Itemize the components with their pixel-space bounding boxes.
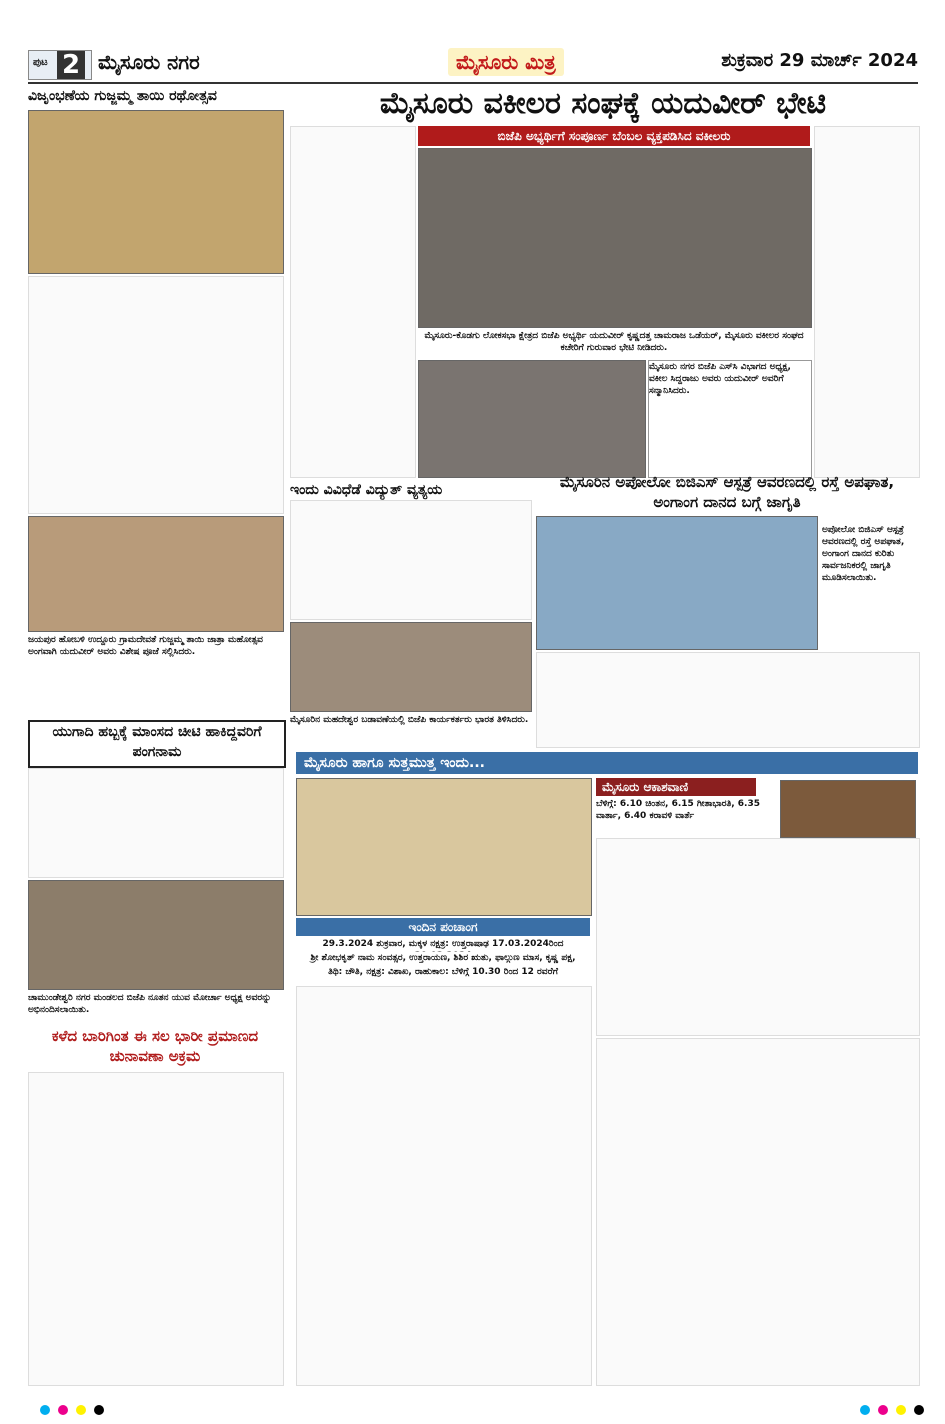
pooja-caption: ಜಯಪುರ ಹೋಬಳಿ ಉದ್ದೂರು ಗ್ರಾಮದೇವತೆ ಗುಜ್ಜಮ್ಮ ತಾಯಿ ಜಾತ್ರಾ ಮಹೋತ್ಸವ ಅಂಗವಾಗಿ ಯದುವೀರ್ ಅವರು ವಿಶೇಷ ಪೂಜೆ ಸಲ್ಲಿಸಿದರು.	[28, 635, 263, 657]
yellow-dot	[896, 1405, 906, 1415]
lawyers-group-photo	[418, 148, 812, 328]
black-dot	[94, 1405, 104, 1415]
yellow-dot	[76, 1405, 86, 1415]
pooja-photo	[28, 516, 284, 632]
left-column-text	[28, 276, 284, 514]
apollo-sidebar: ಅಪೋಲೋ ಬಿಜಿಎಸ್ ಆಸ್ಪತ್ರೆ ಆವರಣದಲ್ಲಿ ರಸ್ತೆ ಅಪಘಾತ, ಅಂಗಾಂಗ ದಾನದ ಕುರಿತು ಸಾರ್ವಜನಿಕರಲ್ಲಿ ಜಾಗೃತಿ ಮೂಡಿಸಲಾಯಿತು.	[822, 525, 905, 583]
magenta-dot	[58, 1405, 68, 1415]
panchanga-line3: ತಿಥಿ: ಚೌತಿ, ನಕ್ಷತ್ರ: ವಿಶಾಖ, ರಾಹುಕಾಲ: ಬೆಳಿಗ್ಗೆ 10.30 ರಿಂದ 12 ರವರೆಗೆ	[328, 967, 558, 977]
panchanga-title: ಇಂದಿನ ಪಂಚಾಂಗ	[296, 918, 590, 936]
bjp-workers-photo	[290, 622, 532, 712]
cyan-dot	[40, 1405, 50, 1415]
panchanga-line1: 29.3.2024 ಶುಕ್ರವಾರ, ಮಕ್ಕಳ ನಕ್ಷತ್ರ: ಉತ್ತರಾಷಾಢ 17.03.2024ರಿಂದ	[322, 939, 564, 949]
events-banner: ಮೈಸೂರು ಹಾಗೂ ಸುತ್ತಮುತ್ತ ಇಂದು...	[296, 752, 918, 774]
main-text-left	[290, 126, 416, 478]
section-title: ಮೈಸೂರು ನಗರ	[98, 50, 200, 74]
brand-logo: ಮೈಸೂರು ಮಿತ್ರ	[448, 48, 564, 76]
panchanga-line2: ಶ್ರೀ ಶೋಭಕೃತ್ ನಾಮ ಸಂವತ್ಸರ, ಉತ್ತರಾಯಣ, ಶಿಶಿರ ಋತು, ಫಾಲ್ಗುಣ ಮಾಸ, ಕೃಷ್ಣ ಪಕ್ಷ,	[310, 953, 576, 963]
power-headline: ಇಂದು ವಿವಿಧೆಡೆ ವಿದ್ಯುತ್ ವ್ಯತ್ಯಯ	[290, 482, 443, 498]
cmyk-marks	[40, 1400, 107, 1419]
apollo-text	[536, 652, 920, 748]
main-headline: ಮೈಸೂರು ವಕೀಲರ ಸಂಘಕ್ಕೆ ಯದುವೀರ್ ಭೇಟಿ	[379, 86, 827, 121]
page-number: 2	[57, 51, 85, 79]
radio-schedule	[596, 838, 920, 1036]
lawyers-photo-caption: ಮೈಸೂರು-ಕೊಡಗು ಲೋಕಸಭಾ ಕ್ಷೇತ್ರದ ಬಿಜೆಪಿ ಅಭ್ಯರ್ಥಿ ಯದುವೀರ್ ಕೃಷ್ಣದತ್ತ ಚಾಮರಾಜ ಒಡೆಯರ್, ಮೈಸೂರು ವಕೀಲರ ಸಂಘದ ಕಚೇರಿಗೆ ಗುರುವಾರ ಭೇಟಿ ನೀಡಿದರು.	[424, 331, 804, 353]
magenta-dot	[878, 1405, 888, 1415]
chariot-photo	[28, 110, 284, 274]
events-list-right	[596, 1038, 920, 1386]
page-label: ಪುಟ	[33, 57, 48, 68]
felicitation-caption: ಮೈಸೂರು ನಗರ ಬಿಜೆಪಿ ಎಸ್‌ಸಿ ವಿಭಾಗದ ಅಧ್ಯಕ್ಷ, ವಕೀಲ ಸಿದ್ದರಾಜು ಅವರು ಯದುವೀರ್ ಅವರಿಗೆ ಸನ್ಮಾನಿಸಿದರು.	[648, 360, 812, 478]
felicitation-photo	[418, 360, 646, 478]
ugadi-headline: ಯುಗಾದಿ ಹಬ್ಬಕ್ಕೆ ಮಾಂಸದ ಚೀಟಿ ಹಾಕಿದ್ದವರಿಗೆ ಪಂಗನಾಮ	[28, 720, 286, 768]
election-headline: ಕಳೆದ ಬಾರಿಗಿಂತ ಈ ಸಲ ಭಾರೀ ಪ್ರಮಾಣದ ಚುನಾವಣಾ ಅಕ್ರಮ	[51, 1027, 259, 1065]
events-list-left	[296, 986, 592, 1386]
issue-date: ಶುಕ್ರವಾರ 29 ಮಾರ್ಚ್ 2024	[721, 50, 918, 71]
main-subheadline: ಬಿಜೆಪಿ ಅಭ್ಯರ್ಥಿಗೆ ಸಂಪೂರ್ಣ ಬೆಂಬಲ ವ್ಯಕ್ತಪಡಿಸಿದ ವಕೀಲರು	[418, 126, 810, 146]
main-text-right	[814, 126, 920, 478]
cmyk-marks-right	[860, 1400, 927, 1419]
page-number-box	[28, 50, 92, 80]
palace-photo	[296, 778, 592, 916]
apollo-headline: ಮೈಸೂರಿನ ಅಪೋಲೋ ಬಿಜಿಎಸ್ ಆಸ್ಪತ್ರೆ ಆವರಣದಲ್ಲಿ ರಸ್ತೆ ಅಪಘಾತ, ಅಂಗಾಂಗ ದಾನದ ಬಗ್ಗೆ ಜಾಗೃತಿ	[559, 473, 895, 511]
left-headline: ವಿಜೃಂಭಣೆಯ ಗುಜ್ಜಮ್ಮ ತಾಯಿ ರಥೋತ್ಸವ	[28, 88, 217, 104]
radio-icon	[780, 780, 916, 838]
youth-morcha-caption: ಚಾಮುಂಡೇಶ್ವರಿ ನಗರ ಮಂಡಲದ ಬಿಜೆಪಿ ನೂತನ ಯುವ ಮೋರ್ಚಾ ಅಧ್ಯಕ್ಷ ಅವರನ್ನು ಅಭಿನಂದಿಸಲಾಯಿತು.	[28, 993, 272, 1015]
radio-title: ಮೈಸೂರು ಆಕಾಶವಾಣಿ	[596, 778, 756, 796]
election-text	[28, 1072, 284, 1386]
cyan-dot	[860, 1405, 870, 1415]
masthead	[28, 48, 918, 80]
black-dot	[914, 1405, 924, 1415]
apollo-photo	[536, 516, 818, 650]
power-text	[290, 500, 532, 620]
youth-morcha-photo	[28, 880, 284, 990]
radio-lead: ಬೆಳಿಗ್ಗೆ: 6.10 ಚಿಂತನ, 6.15 ಗೀತಾಭಾರತಿ, 6.35 ವಾರ್ತಾ, 6.40 ಕರಾವಳಿ ವಾರ್ತೆ	[596, 799, 761, 821]
bjp-workers-caption: ಮೈಸೂರಿನ ಮಹದೇಶ್ವರ ಬಡಾವಣೆಯಲ್ಲಿ ಬಿಜೆಪಿ ಕಾರ್ಯಕರ್ತರು ಭಾರತ ತಿಳಿಸಿದರು.	[290, 715, 529, 725]
ugadi-text	[28, 768, 284, 878]
